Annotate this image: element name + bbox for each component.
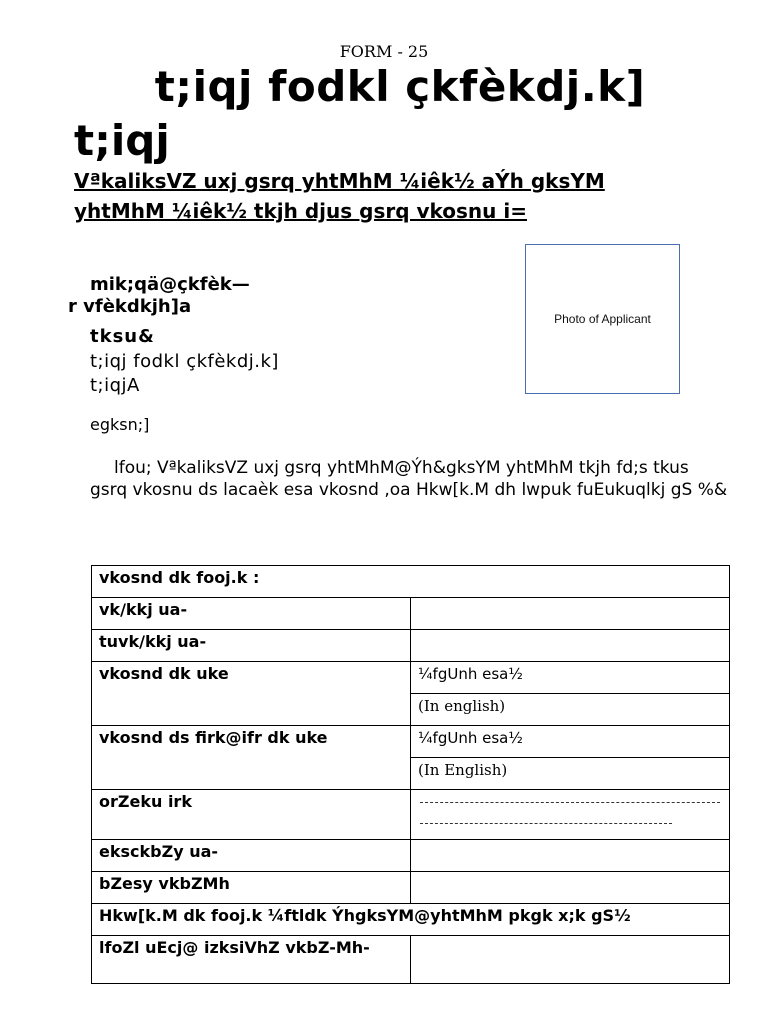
label-plot-number: vk/kkj ua- [92,598,411,630]
to-address-line-1: t;iqj fodkl çkfèkdj.k] [90,351,279,372]
subject-heading [74,166,694,226]
to-address-line-2: t;iqjA [90,375,140,396]
applicant-details-table [91,565,730,984]
hint-english: (In english) [418,697,506,715]
address-dotted-line [420,792,720,803]
field-mobile-number[interactable] [411,840,730,872]
subject-line-1: VªkaliksVZ uxj gsrq yhtMhM ¼iêk½ aÝh gksYM [74,169,605,193]
field-jan-aadhaar[interactable] [411,630,730,662]
field-plot-number[interactable] [411,598,730,630]
applicant-photo-box [525,244,680,394]
from-line-2: r vfèkdkjh]a [68,296,192,317]
section-plot-details: Hkw[k.M dk fooj.k ¼ftldk ÝhgksYM@yhtMhM pkgk x;k gS½ [92,904,730,936]
body-paragraph-text: lfou; VªkaliksVZ uxj gsrq yhtMhM@Ýh&gksYM yhtMhM tkjh fd;s tkus gsrq vkosnu ds lacaèk esa vkosnd ,oa Hkw[k.M dh lwpuk fuEukuqlkj gS %& [90,458,728,500]
form-number: FORM - 25 [339,42,429,61]
field-father-name-hindi[interactable] [411,726,730,758]
field-service-number[interactable] [411,936,730,984]
to-label: tksu& [90,326,155,347]
hint-english: (In English) [418,761,508,779]
address-dotted-line [420,813,672,824]
photo-label: Photo of Applicant [554,312,651,326]
from-line-1: mik;qä@çkfèk— [90,274,250,295]
salutation: egksn;] [90,415,150,434]
hint-hindi: ¼fgUnh esa½ [418,729,523,747]
body-paragraph [90,457,730,501]
subject-line-2: yhtMhM ¼iêk½ tkjh djus gsrq vkosnu i= [74,199,527,223]
authority-title: t;iqj fodkl çkfèkdj.k] [154,62,646,111]
label-applicant-name: vkosnd dk uke [92,662,411,726]
label-service-number: lfoZl uEcj@ izksiVhZ vkbZ-Mh- [92,936,411,984]
label-father-husband-name: vkosnd ds firk@ifr dk uke [92,726,411,790]
hint-hindi: ¼fgUnh esa½ [418,665,523,683]
field-current-address[interactable] [411,790,730,840]
label-current-address: orZeku irk [92,790,411,840]
field-applicant-name-hindi[interactable] [411,662,730,694]
label-jan-aadhaar: tuvk/kkj ua- [92,630,411,662]
label-email-id: bZesy vkbZMh [92,872,411,904]
label-mobile-number: eksckbZy ua- [92,840,411,872]
place-heading: t;iqj [74,116,170,165]
section-applicant-details: vkosnd dk fooj.k : [92,566,730,598]
field-father-name-english[interactable] [411,758,730,790]
field-email-id[interactable] [411,872,730,904]
field-applicant-name-english[interactable] [411,694,730,726]
